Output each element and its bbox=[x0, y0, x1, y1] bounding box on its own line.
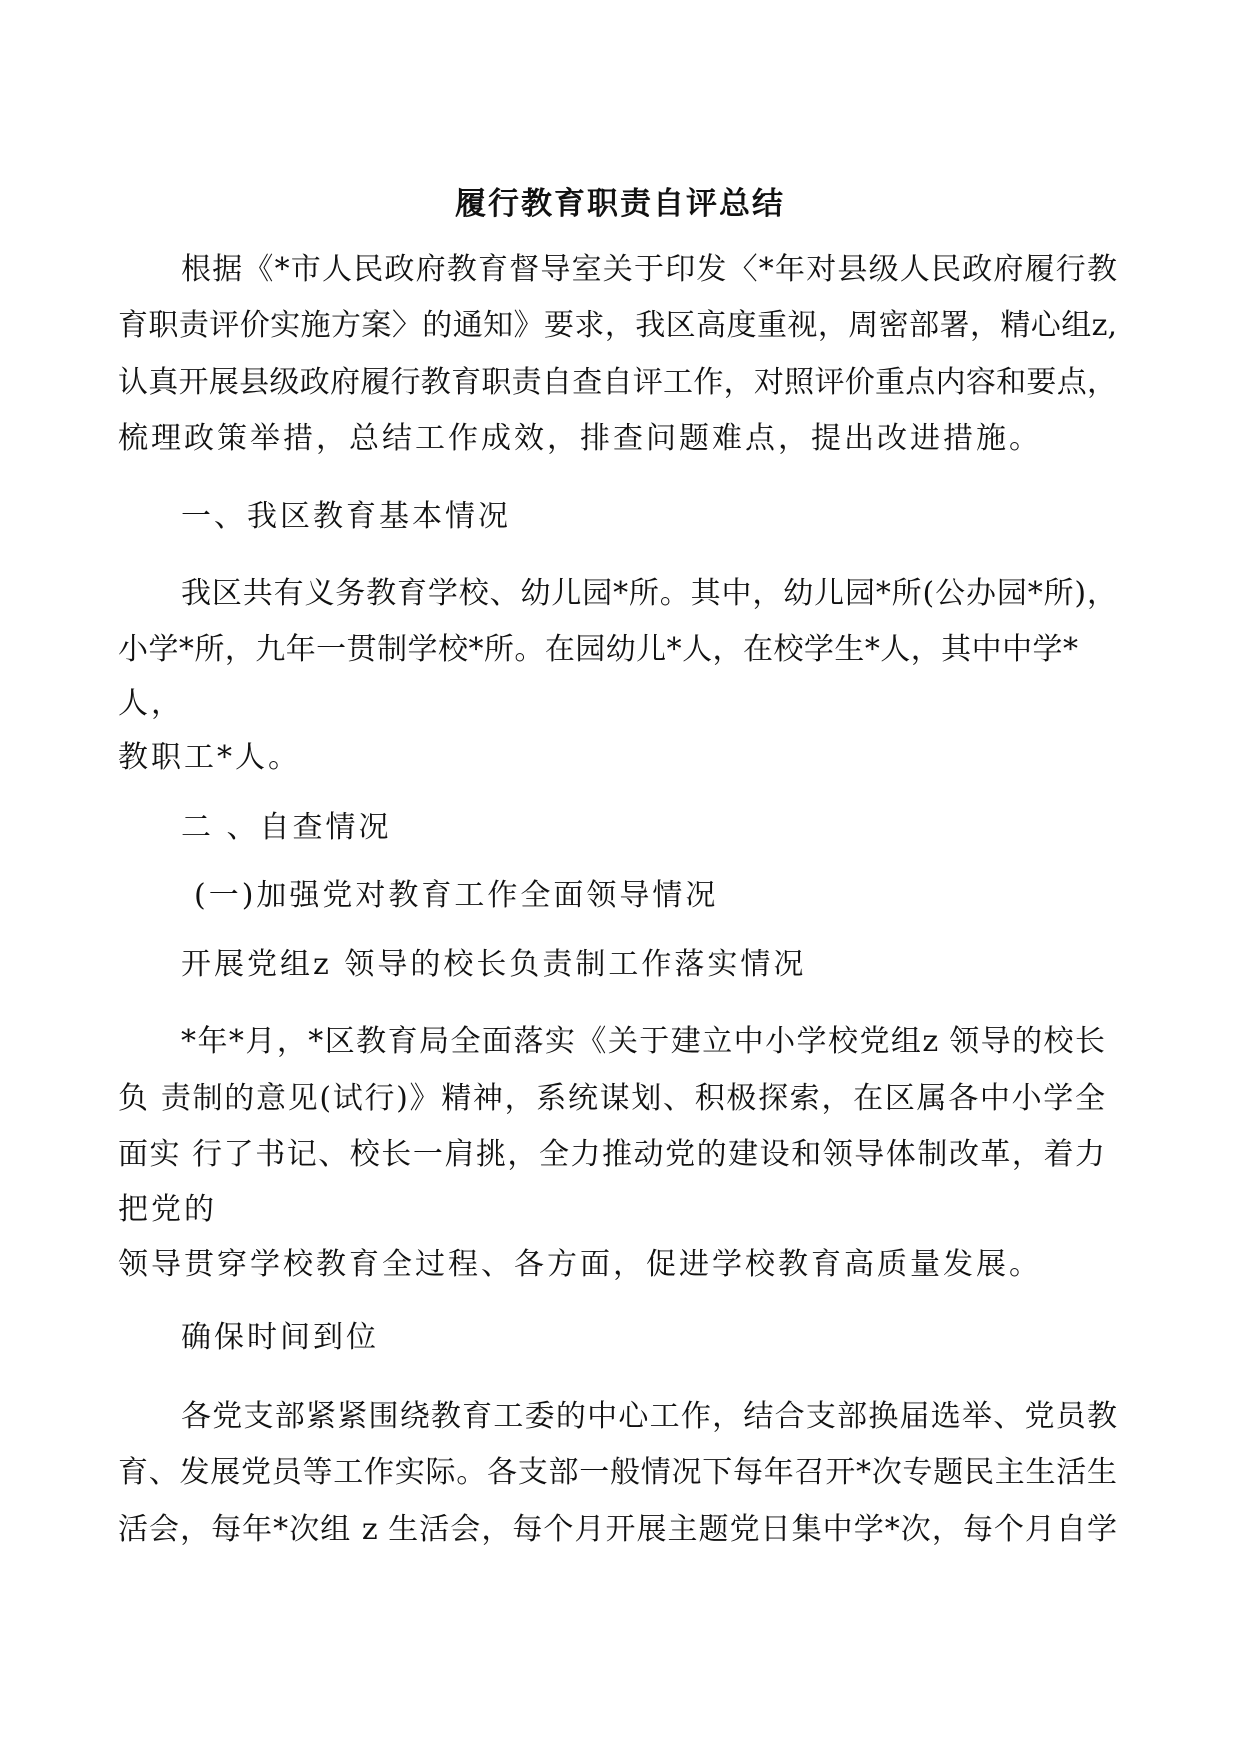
paragraph-line: 负 责制的意见(试行)》精神，系统谋划、积极探索，在区属各中小学全 bbox=[118, 1081, 1105, 1116]
paragraph-line: 领导贯穿学校教育全过程、各方面，促进学校教育高质量发展。 bbox=[118, 1247, 1042, 1282]
document-title: 履行教育职责自评总结 bbox=[455, 186, 785, 222]
paragraph-line: 育、发展党员等工作实际。各支部一般情况下每年召开*次专题民主生活生 bbox=[118, 1455, 1117, 1490]
paragraph-line: 我区共有义务教育学校、幼儿园*所。其中，幼儿园*所(公办园*所)， bbox=[181, 576, 1117, 611]
paragraph-line: 育职责评价实施方案〉的通知》要求，我区高度重视，周密部署，精心组z, bbox=[118, 308, 1117, 343]
paragraph-line: 小学*所，九年一贯制学校*所。在园幼儿*人，在校学生*人，其中中学* bbox=[118, 632, 1078, 667]
paragraph-line: 人， bbox=[118, 686, 184, 721]
section-heading: 一、我区教育基本情况 bbox=[181, 499, 511, 534]
paragraph-line: 面实 行了书记、校长一肩挑，全力推动党的建设和领导体制改革，着力 bbox=[118, 1137, 1105, 1172]
paragraph-line: 各党支部紧紧围绕教育工委的中心工作，结合支部换届选举、党员教 bbox=[181, 1399, 1117, 1434]
paragraph-line: *年*月，*区教育局全面落实《关于建立中小学校党组z 领导的校长 bbox=[181, 1024, 1105, 1059]
subsection-heading: 开展党组z 领导的校长负责制工作落实情况 bbox=[181, 947, 807, 982]
paragraph-line: 教职工*人。 bbox=[118, 740, 301, 775]
paragraph-line: 活会，每年*次组 z 生活会，每个月开展主题党日集中学*次，每个月自学 bbox=[118, 1512, 1117, 1547]
section-heading: 二 、自查情况 bbox=[181, 810, 392, 845]
paragraph-line: 把党的 bbox=[118, 1192, 217, 1227]
paragraph-line: 认真开展县级政府履行教育职责自查自评工作，对照评价重点内容和要点， bbox=[118, 365, 1117, 400]
subsection-heading: 确保时间到位 bbox=[181, 1320, 379, 1355]
paragraph-line: 根据《*市人民政府教育督导室关于印发〈*年对县级人民政府履行教 bbox=[181, 252, 1117, 287]
paragraph-line: 梳理政策举措，总结工作成效，排查问题难点，提出改进措施。 bbox=[118, 421, 1042, 456]
subsection-heading: (一)加强党对教育工作全面领导情况 bbox=[194, 878, 719, 913]
